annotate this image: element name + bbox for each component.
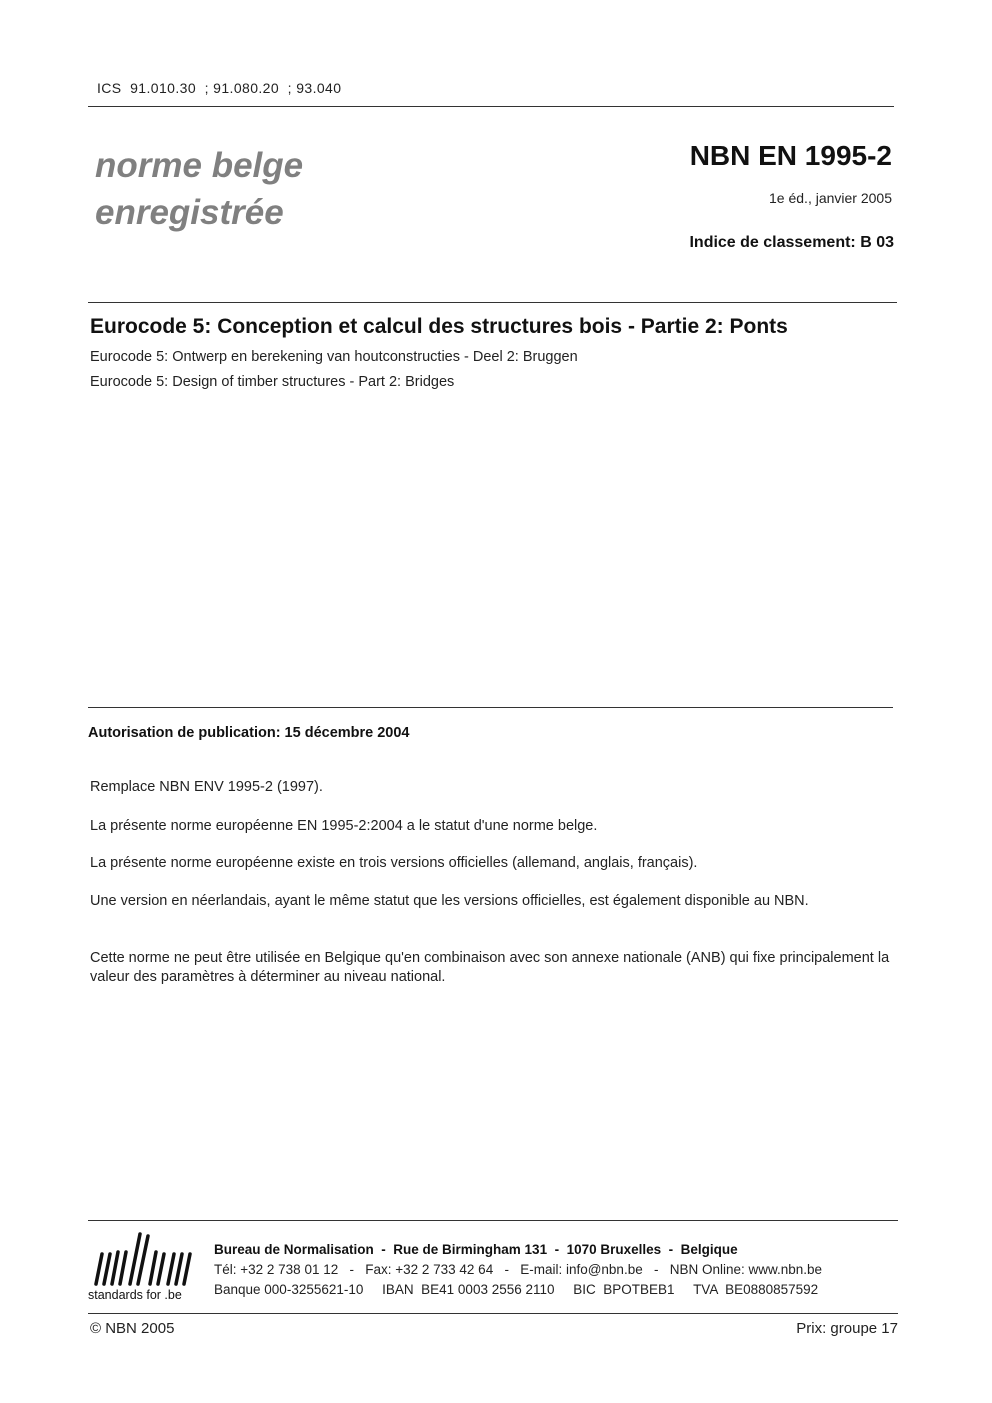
paragraph-replaces: Remplace NBN ENV 1995-2 (1997). xyxy=(90,779,323,795)
price-group: Prix: groupe 17 xyxy=(796,1320,898,1337)
paragraph-dutch-version: Une version en néerlandais, ayant le même statut que les versions officielles, est également disponible au NBN. xyxy=(90,893,809,909)
publication-authorisation: Autorisation de publication: 15 décembre 2004 xyxy=(88,725,410,741)
divider-body xyxy=(88,707,893,708)
brand-line-1: norme belge xyxy=(95,146,304,185)
standard-number: NBN EN 1995-2 xyxy=(689,140,892,171)
paragraph-national-annex: Cette norme ne peut être utilisée en Belgique qu'en combinaison avec son annexe nationale (ANB) qui fixe principalement la valeur des paramètres à déterminer au niveau national. xyxy=(90,950,890,985)
footer-bank: Banque 000-3255621-10 IBAN BE41 0003 2556 2110 BIC BPOTBEB1 TVA BE0880857592 xyxy=(214,1282,819,1297)
title-french: Eurocode 5: Conception et calcul des structures bois - Partie 2: Ponts xyxy=(90,315,788,338)
classification-index: Indice de classement: B 03 xyxy=(689,234,894,251)
logo-tagline: standards for .be xyxy=(88,1288,182,1302)
divider-top xyxy=(88,106,894,107)
divider-title xyxy=(88,302,897,303)
divider-footer xyxy=(88,1220,898,1221)
brand-title xyxy=(95,142,303,236)
ics-codes: ICS 91.010.30 ; 91.080.20 ; 93.040 xyxy=(97,80,342,96)
paragraph-versions: La présente norme européenne existe en trois versions officielles (allemand, anglais, français). xyxy=(90,855,698,871)
title-dutch: Eurocode 5: Ontwerp en berekening van houtconstructies - Deel 2: Bruggen xyxy=(90,349,578,365)
edition-date: 1e éd., janvier 2005 xyxy=(769,190,892,206)
brand-line-2: enregistrée xyxy=(95,193,284,232)
paragraph-status: La présente norme européenne EN 1995-2:2004 a le statut d'une norme belge. xyxy=(90,818,598,834)
copyright: © NBN 2005 xyxy=(90,1320,175,1337)
divider-bottom xyxy=(88,1313,898,1314)
title-english: Eurocode 5: Design of timber structures - Part 2: Bridges xyxy=(90,374,455,390)
footer-address: Bureau de Normalisation - Rue de Birmingham 131 - 1070 Bruxelles - Belgique xyxy=(214,1242,738,1257)
footer-contact: Tél: +32 2 738 01 12 - Fax: +32 2 733 42 64 - E-mail: info@nbn.be - NBN Online: www.nbn.be xyxy=(214,1262,823,1277)
